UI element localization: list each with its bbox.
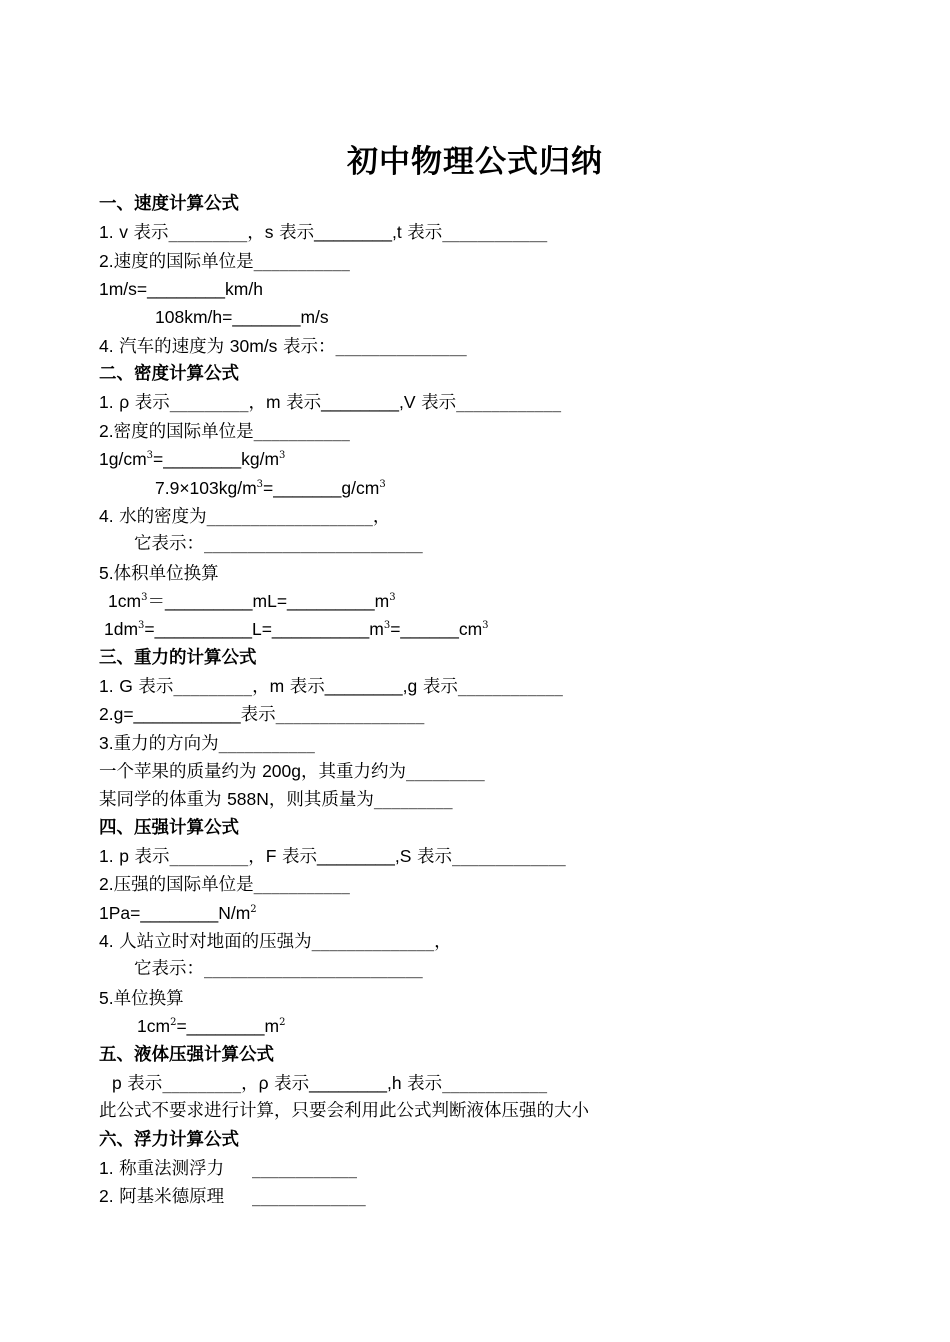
text-line: 2.g=___________表示_________________ bbox=[99, 704, 425, 726]
text-line: $7.9\times 103kg/m^3=\_\_\_\_\_\_\_g/cm^3$ bbox=[155, 477, 386, 498]
text-line: 4. 汽车的速度为 30m/s 表示：_______________ bbox=[99, 335, 467, 357]
text-line: $1cm^3=\_\_\_\_\_\_\_\_\_mL=\_\_\_\_\_\_\_\_\_m^3$ bbox=[108, 590, 396, 612]
text-line: 一个苹果的质量约为 200g，其重力约为_________ bbox=[99, 761, 485, 782]
text-line: 1m/s=________km/h bbox=[99, 279, 263, 300]
section-heading: 四、压强计算公式 bbox=[99, 817, 239, 838]
text-line: 108km/h=_______m/s bbox=[155, 307, 329, 328]
text-line: $1Pa=\_\_\_\_\_\_\_\_N/m^2$ bbox=[99, 902, 257, 923]
text-line: 5.单位换算 bbox=[99, 987, 184, 1009]
text-line: 1. v 表示_________，s 表示________,t 表示____________ bbox=[99, 222, 548, 244]
section-heading: 一、速度计算公式 bbox=[99, 194, 239, 214]
text-line: 2.速度的国际单位是___________ bbox=[99, 250, 350, 272]
text-line: $1dm^3=\_\_\_\_\_\_\_\_\_\_L=\_\_\_\_\_\_\_\_\_\_m^3=\_\_\_\_\_\_cm^3$ bbox=[104, 619, 489, 640]
text-line: $1g/cm^3=\_\_\_\_\_\_\_\_kg/m^3$ bbox=[99, 449, 286, 470]
section-heading: 二、密度计算公式 bbox=[99, 364, 239, 385]
text-line: 2. 阿基米德原理 _____________ bbox=[99, 1186, 366, 1208]
text-line: 4. 人站立时对地面的压强为______________， bbox=[99, 931, 452, 953]
text-line: 4. 水的密度为___________________， bbox=[99, 505, 391, 527]
text-line: 某同学的体重为 588N，则其质量为_________ bbox=[99, 789, 453, 811]
text-line: $1cm^2=\_\_\_\_\_\_\_\_m^2$ bbox=[137, 1016, 286, 1037]
text-line: p 表示_________，ρ 表示________,h 表示____________ bbox=[112, 1072, 548, 1094]
section-heading: 六、浮力计算公式 bbox=[99, 1129, 239, 1150]
text-line: 1. ρ 表示_________，m 表示________,V 表示____________ bbox=[99, 392, 562, 414]
text-line: 它表示：_________________________ bbox=[134, 534, 423, 555]
text-line: 它表示：_________________________ bbox=[134, 959, 423, 980]
text-line: 2.密度的国际单位是___________ bbox=[99, 420, 350, 442]
text-line: 1. G 表示_________，m 表示________,g 表示____________ bbox=[99, 675, 563, 697]
text-line: 1. p 表示_________，F 表示________,S 表示_____________ bbox=[99, 846, 566, 868]
section-heading: 五、液体压强计算公式 bbox=[99, 1044, 274, 1065]
page-title: 初中物理公式归纳 bbox=[347, 144, 603, 180]
section-heading: 三、重力的计算公式 bbox=[99, 647, 257, 668]
text-line: 1. 称重法测浮力 ____________ bbox=[99, 1157, 357, 1179]
text-line: 此公式不要求进行计算，只要会利用此公式判断液体压强的大小 bbox=[99, 1101, 589, 1122]
text-line: 2.压强的国际单位是___________ bbox=[99, 874, 350, 896]
text-line: 5.体积单位换算 bbox=[99, 562, 219, 584]
text-line: 3.重力的方向为___________ bbox=[99, 732, 315, 754]
